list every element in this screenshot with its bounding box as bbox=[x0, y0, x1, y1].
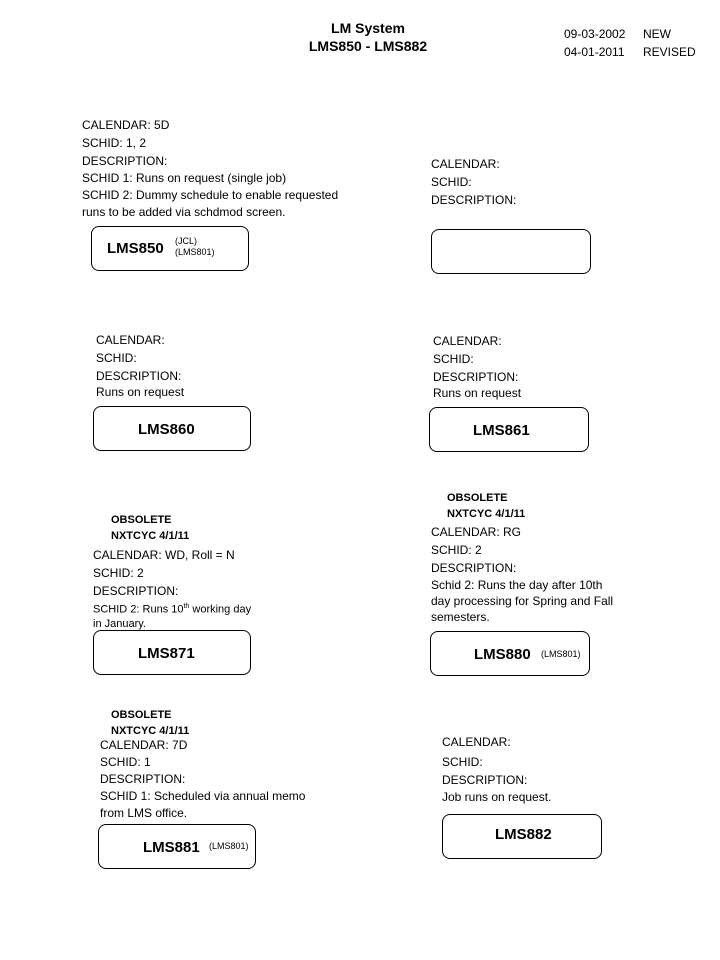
calendar-label: CALENDAR: 7D bbox=[100, 738, 188, 752]
schid-label: SCHID: 2 bbox=[431, 543, 482, 557]
description-label: DESCRIPTION: bbox=[442, 773, 528, 787]
schid-label: SCHID: 1 bbox=[100, 755, 151, 769]
schid-label: SCHID: bbox=[442, 755, 483, 769]
description-line: Runs on request bbox=[96, 385, 185, 399]
schid-label: SCHID: 1, 2 bbox=[82, 136, 147, 150]
description-label: DESCRIPTION: bbox=[96, 369, 182, 383]
description-line: runs to be added via schdmod screen. bbox=[82, 205, 286, 219]
lms861-info bbox=[433, 332, 521, 400]
lms882-info bbox=[442, 732, 551, 806]
job-box-lms880[interactable] bbox=[430, 631, 590, 676]
job-name: LMS882 bbox=[495, 826, 552, 843]
calendar-label: CALENDAR: WD, Roll = N bbox=[93, 548, 235, 562]
description-label: DESCRIPTION: bbox=[100, 772, 186, 786]
job-box-blank[interactable] bbox=[431, 229, 591, 274]
description-label: DESCRIPTION: bbox=[433, 370, 519, 384]
obsolete-label: OBSOLETE bbox=[111, 709, 172, 721]
blank-job-info bbox=[431, 155, 516, 209]
schid-label: SCHID: bbox=[96, 351, 137, 365]
job-name: LMS861 bbox=[473, 422, 530, 439]
revision-status-2: REVISED bbox=[643, 45, 696, 59]
job-note: (LMS801) bbox=[175, 247, 215, 257]
job-box-lms860[interactable] bbox=[93, 406, 251, 451]
schid-label: SCHID: 2 bbox=[93, 566, 144, 580]
description-line: Runs on request bbox=[433, 386, 522, 400]
lms860-info bbox=[96, 331, 184, 399]
lms881-info bbox=[100, 737, 305, 822]
job-name: LMS881 bbox=[143, 839, 200, 856]
job-note: (LMS801) bbox=[541, 649, 581, 659]
schid-label: SCHID: bbox=[433, 352, 474, 366]
description-line: SCHID 1: Scheduled via annual memo bbox=[100, 789, 306, 803]
description-line: Schid 2: Runs the day after 10th bbox=[431, 578, 603, 592]
description-label: DESCRIPTION: bbox=[82, 154, 168, 168]
calendar-label: CALENDAR: bbox=[442, 735, 511, 749]
lms850-info bbox=[82, 116, 338, 221]
calendar-label: CALENDAR: 5D bbox=[82, 118, 170, 132]
description-line: Job runs on request. bbox=[442, 790, 552, 804]
description-line: SCHID 2: Runs 10th working day bbox=[93, 603, 252, 616]
job-note: (LMS801) bbox=[209, 841, 249, 851]
job-box-lms850[interactable] bbox=[91, 226, 249, 271]
description-label: DESCRIPTION: bbox=[431, 193, 517, 207]
calendar-label: CALENDAR: RG bbox=[431, 525, 522, 539]
revision-status-1: NEW bbox=[643, 27, 671, 41]
job-name: LMS850 bbox=[107, 240, 164, 257]
schid-label: SCHID: bbox=[431, 175, 472, 189]
obsolete-label: OBSOLETE bbox=[447, 492, 508, 504]
description-line: from LMS office. bbox=[100, 806, 188, 820]
job-name: LMS860 bbox=[138, 421, 195, 438]
description-line: SCHID 2: Dummy schedule to enable requested bbox=[82, 188, 339, 202]
description-line: day processing for Spring and Fall bbox=[431, 594, 614, 608]
calendar-label: CALENDAR: bbox=[431, 157, 500, 171]
page-title: LM System bbox=[331, 20, 405, 36]
lms871-info bbox=[93, 546, 251, 631]
lms881-status bbox=[111, 707, 189, 739]
calendar-label: CALENDAR: bbox=[96, 333, 165, 347]
job-box-lms861[interactable] bbox=[429, 407, 589, 452]
nxtcyc-label: NXTCYC 4/1/11 bbox=[111, 530, 190, 542]
nxtcyc-label: NXTCYC 4/1/11 bbox=[447, 508, 526, 520]
job-name: LMS871 bbox=[138, 645, 195, 662]
nxtcyc-label: NXTCYC 4/1/11 bbox=[111, 725, 190, 737]
description-label: DESCRIPTION: bbox=[93, 584, 179, 598]
job-note: (JCL) bbox=[175, 236, 197, 246]
job-box-lms882[interactable] bbox=[442, 814, 602, 859]
job-box-lms871[interactable] bbox=[93, 630, 251, 675]
description-line: in January. bbox=[93, 617, 146, 630]
obsolete-label: OBSOLETE bbox=[111, 514, 172, 526]
calendar-label: CALENDAR: bbox=[433, 334, 502, 348]
lms880-info bbox=[431, 523, 613, 625]
description-line: SCHID 1: Runs on request (single job) bbox=[82, 171, 287, 185]
lms880-status bbox=[447, 490, 525, 522]
job-name: LMS880 bbox=[474, 646, 531, 663]
lms871-status bbox=[111, 512, 189, 544]
description-label: DESCRIPTION: bbox=[431, 561, 517, 575]
job-box-lms881[interactable] bbox=[98, 824, 256, 869]
description-line: semesters. bbox=[431, 610, 490, 624]
revision-date-1: 09-03-2002 bbox=[564, 27, 626, 41]
revision-date-2: 04-01-2011 bbox=[564, 45, 625, 59]
page-subtitle: LMS850 - LMS882 bbox=[308, 38, 428, 54]
